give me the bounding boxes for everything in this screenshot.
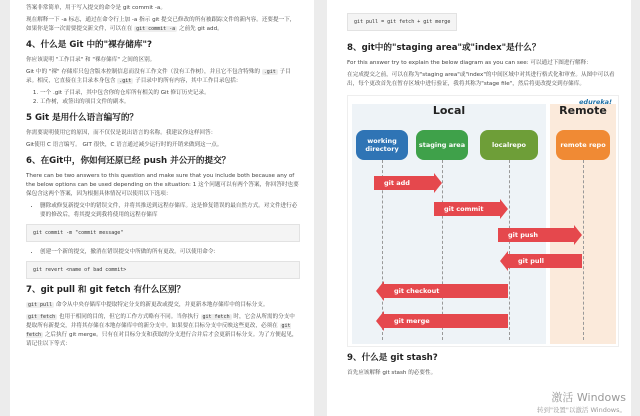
localrepo-lifeline bbox=[509, 160, 510, 340]
revert-options-list bbox=[40, 202, 300, 220]
git-pull-arrow: git pull bbox=[508, 254, 582, 268]
git-merge-arrow: git merge bbox=[384, 314, 508, 328]
bare-repo-intro: 你应该说明 "工作目录" 和 "裸存储库" 之间的区别。 bbox=[26, 57, 156, 63]
staging-area-node: staging area bbox=[416, 130, 468, 160]
flag-explanation bbox=[26, 16, 300, 34]
bare-repo-desc bbox=[26, 68, 300, 86]
remote-title: Remote bbox=[559, 104, 607, 117]
brand-logo: edureka! bbox=[579, 98, 612, 106]
fetch-desc-text-1: 也用于相同的目的，但它的工作方式略有不同。当你执行 bbox=[57, 314, 201, 320]
revert-options-list-2 bbox=[40, 248, 300, 257]
inline-code: .git bbox=[119, 78, 132, 84]
heading-language: 5 Git 是用什么语言编写的？ bbox=[26, 113, 139, 123]
bare-repo-text-3: 子目录中的所有内容，其中工作目录包括： bbox=[133, 78, 242, 84]
stash-desc: 首先应该解释 git stash 的必要性。 bbox=[347, 370, 437, 376]
list-item: • 删除或修复新提交中的错误文件，并将其推送到远程存储库。这是修复错误的最自然方式。对文件进行必要的修改后，将其提交到我将使用的远程存储库 bbox=[40, 202, 300, 220]
git-commit-arrow: git commit bbox=[434, 202, 500, 216]
git-workflow-diagram bbox=[347, 95, 619, 347]
windows-activation-watermark bbox=[537, 389, 626, 414]
staging-lifeline bbox=[442, 160, 443, 340]
right-document-page bbox=[327, 0, 631, 416]
heading-staging-area: 8、git中的"staging area"或"index"是什么？ bbox=[347, 43, 541, 53]
working-directory-node: working directory bbox=[356, 130, 408, 160]
staging-desc: 在完成提交之前，可以在称为"staging area"或"index"的中间区域中对其进行格式化和审查。从图中可以看出，每个更改首先在暂存区域中进行验证，我将其称为"stage file"，然后将更改提交到存储库。 bbox=[347, 72, 615, 87]
inline-code: git commit -a bbox=[136, 26, 176, 32]
list-item: 2. 工作树，或签出的项目文件的副本。 bbox=[40, 98, 300, 107]
local-title: Local bbox=[432, 104, 466, 117]
list-item: 1. 一个 .git 子目录，其中包含你的仓库所有相关的 Git 修订历史记录。 bbox=[40, 89, 300, 98]
code-block-commit: git commit -m "commit message" bbox=[26, 224, 300, 242]
fetch-desc-text-2: 时，它会从所需的分支中提取所有新提交，并将其存储在本地存储库中的新分支中。如果要在目标分支中反映这些更改，必须在 bbox=[26, 314, 295, 329]
fetch-desc-text-3: 之后执行 git merge。只有在对目标分支和获取的分支进行合并后才会更新目标分支。为了方便起见，请记住以下等式： bbox=[26, 332, 298, 347]
code-block-revert: git revert <name of bad commit> bbox=[26, 261, 300, 279]
localrepo-node: localrepo bbox=[480, 130, 538, 160]
watermark-line-2: 转到"设置"以激活 Windows。 bbox=[536, 406, 626, 414]
heading-bare-repo: 4、什么是 Git 中的"裸存储库"? bbox=[26, 40, 152, 50]
language-answer: Git使用 C 语言编写。 GIT 很快，C 语言通过减少运行时的开销来做到这一点。 bbox=[26, 142, 223, 148]
code-block-pull-equation: git pull = git fetch + git merge bbox=[347, 13, 457, 31]
bare-repo-text-2: 子目录。相反，它直接在主目录本身包含 bbox=[26, 69, 291, 84]
flag-explanation-text: 现在解释一下 -a 标志，通过在命令行上加 -a 指示 git 提交已修改的所有被跟踪文件的新内容。还要提一下，如果你是第一次需要提交新文件，可以在在 bbox=[26, 17, 296, 32]
inline-code: git pull bbox=[28, 302, 53, 308]
working-dir-list bbox=[40, 89, 300, 107]
fetch-desc bbox=[26, 313, 300, 349]
inline-code: git fetch bbox=[26, 323, 291, 338]
left-document-page bbox=[10, 0, 314, 416]
git-add-arrow: git add bbox=[374, 176, 434, 190]
inline-code: git fetch bbox=[28, 314, 56, 320]
revert-intro: There can be two answers to this question and make sure that you include both because any of the below options can be used depending on the situation: 1 这个问题可以有两个答案，你回答时也要保包含这两个答案，因为根据具体情况可以使用以下选项： bbox=[26, 173, 299, 197]
heading-pull-fetch: 7、git pull 和 git fetch 有什么区别？ bbox=[26, 285, 186, 295]
answer-text: 答案非常简单，用于写入提交的命令是 git commit -a。 bbox=[26, 5, 166, 11]
heading-git-stash: 9、什么是 git stash? bbox=[347, 353, 438, 363]
remote-lifeline bbox=[583, 160, 584, 340]
inline-code: .git bbox=[263, 69, 276, 75]
bare-repo-text-1: Git 中的 "裸" 存储库只包含版本控制信息而没有工作文件（没有工作树），并且它不包含特殊的 bbox=[26, 69, 262, 75]
flag-explanation-end: 之前先 git add。 bbox=[177, 26, 223, 32]
heading-revert: 6、在Git中，你如何还原已经 push 并公开的提交？ bbox=[26, 156, 231, 166]
watermark-line-1: 激活 Windows bbox=[551, 391, 626, 404]
remote-repo-node: remote repo bbox=[556, 130, 610, 160]
list-item: • 创建一个新的提交，撤消在错误提交中所做的所有更改。可以使用命令： bbox=[40, 248, 300, 257]
git-push-arrow: git push bbox=[498, 228, 574, 242]
pull-desc bbox=[26, 301, 300, 310]
git-checkout-arrow: git checkout bbox=[384, 284, 508, 298]
pull-desc-text: 命令从中央存储库中提取特定分支的新更改或提交，并更新本地存储库中的目标分支。 bbox=[54, 302, 269, 308]
inline-code: git fetch bbox=[202, 314, 230, 320]
staging-intro: For this answer try to explain the below diagram as you can see: 可以通过下图进行解释： bbox=[347, 60, 592, 66]
language-intro: 你需要说明使用它的原因，而不仅仅是说出语言的名称。我建议你这样回答： bbox=[26, 130, 217, 136]
